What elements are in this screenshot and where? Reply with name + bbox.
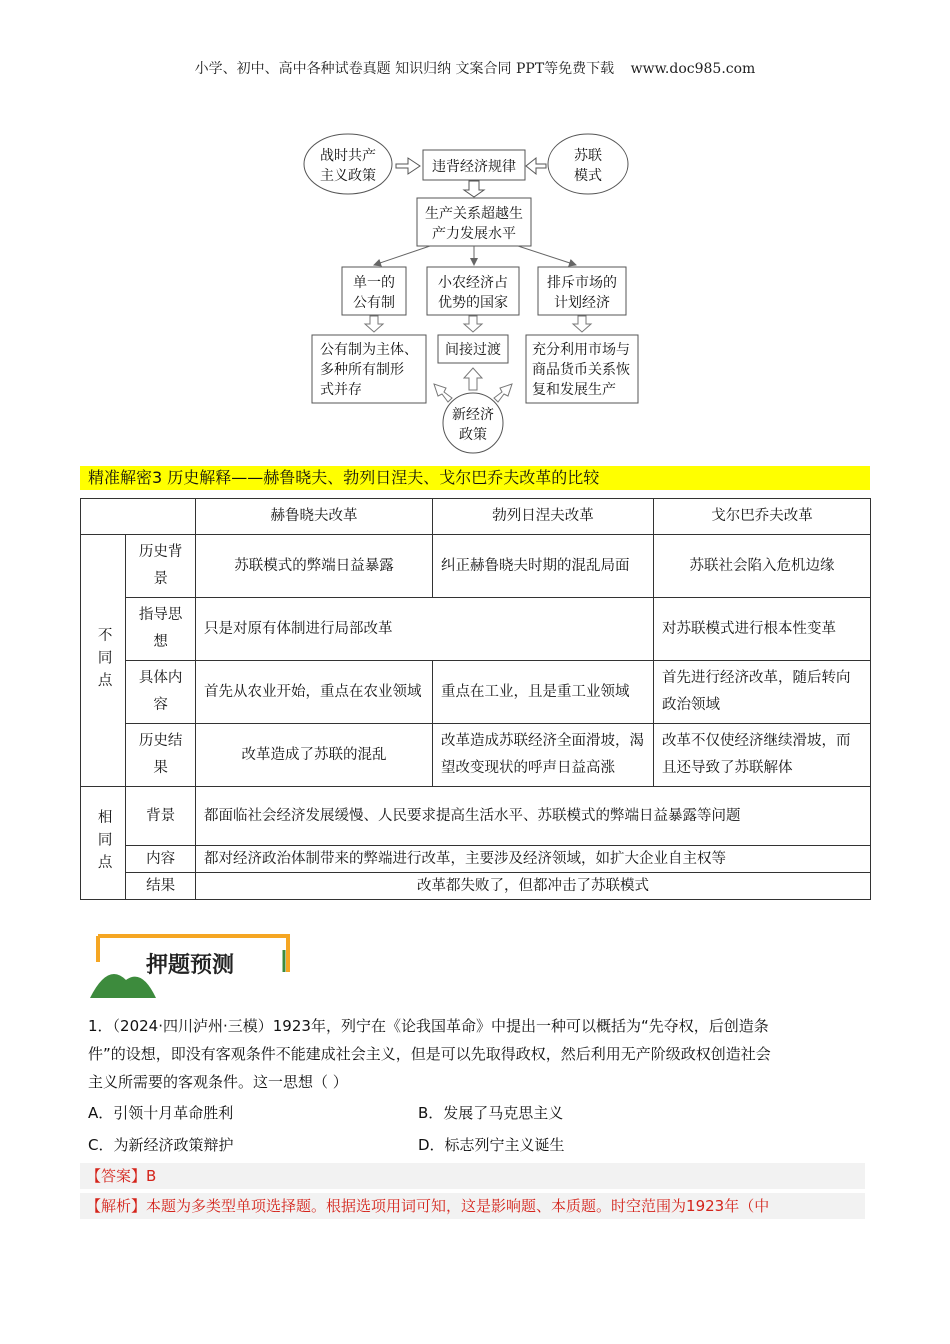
row-label: 指导思想 [126,598,196,661]
row-label: 内容 [126,846,196,873]
row-label: 历史结果 [126,724,196,787]
single-public-l2: 公有制 [353,295,395,311]
prediction-banner [90,932,295,998]
public-main-l3: 式并存 [320,382,362,398]
cell: 只是对原有体制进行局部改革 [196,598,654,661]
arrow-up-left-icon [434,384,452,402]
option-b[interactable]: B．发展了马克思主义 [418,1104,564,1122]
public-main-l2: 多种所有制形 [320,362,404,378]
arrow-up-icon [464,368,482,390]
table-row [81,598,871,661]
analysis-row [80,1193,865,1219]
nep-node [443,393,503,453]
war-communism-l1: 战时共产 [320,148,376,164]
header-gorbachev: 戈尔巴乔夫改革 [654,499,871,535]
section-title: 精准解密3 历史解释——赫鲁晓夫、勃列日涅夫、戈尔巴乔夫改革的比较 [80,466,870,490]
group-same: 相同点 [81,787,126,900]
use-market-l1: 充分利用市场与 [532,342,630,358]
answer-row [80,1163,865,1189]
use-market-l2: 商品货币关系恢 [532,362,630,378]
cell: 都面临社会经济发展缓慢、人民要求提高生活水平、苏联模式的弊端日益暴露等问题 [196,787,871,846]
header-url[interactable]: www.doc985.com [630,61,756,77]
cell: 都对经济政治体制带来的弊端进行改革，主要涉及经济领域，如扩大企业自主权等 [196,846,871,873]
table-row [81,499,871,535]
public-main-l1: 公有制为主体、 [320,342,418,358]
nep-l2: 政策 [459,427,487,443]
page-header [0,58,950,78]
question-number: 1． [88,1017,113,1035]
flow-diagram [300,130,650,460]
option-d[interactable]: D．标志列宁主义诞生 [418,1136,565,1154]
option-c[interactable]: C．为新经济政策辩护 [88,1136,234,1154]
row-label: 结果 [126,873,196,900]
nep-l1: 新经济 [452,407,494,423]
cell: 苏联社会陷入危机边缘 [654,535,871,598]
war-communism-node [304,134,392,194]
cell: 首先从农业开始，重点在农业领域 [196,661,433,724]
arrow-down-icon [573,316,591,332]
answer-value: B [146,1167,157,1185]
header-text: 小学、初中、高中各种试卷真题 知识归纳 文案合同 PPT等免费下载 [194,61,615,77]
exclude-market-l1: 排斥市场的 [547,275,617,291]
cell: 纠正赫鲁晓夫时期的混乱局面 [433,535,654,598]
answer-tag: 【答案】 [86,1167,147,1185]
arrow-up-right-icon [494,384,512,402]
question-source: （2024·四川泸州·三模） [112,1017,273,1035]
use-market-l3: 复和发展生产 [532,382,616,398]
small-peasant-l2: 优势的国家 [438,295,508,311]
violate-law-text: 违背经济规律 [432,159,516,175]
arrow-right-icon [396,158,420,174]
single-public-l1: 单一的 [353,275,395,291]
question-text-2: 件”的设想，即没有客观条件不能建成社会主义，但是可以先取得政权，然后利用无产阶级政权创造社会 [88,1045,771,1063]
table-row [81,724,871,787]
table-row [81,535,871,598]
table-row [81,661,871,724]
row-label: 具体内容 [126,661,196,724]
question-text-3: 主义所需要的客观条件。这一思想（ ） [88,1073,348,1091]
exclude-market-l2: 计划经济 [554,295,610,311]
cell: 改革不仅使经济继续滑坡，而且还导致了苏联解体 [654,724,871,787]
arrow-down-icon [464,181,484,197]
header-khrushchev: 赫鲁晓夫改革 [196,499,433,535]
row-label: 背景 [126,787,196,846]
cell: 对苏联模式进行根本性变革 [654,598,871,661]
arrow-down-icon [365,316,383,332]
banner-text: 押题预测 [146,953,235,978]
cell: 改革造成苏联经济全面滑坡，渴望改变现状的呼声日益高涨 [433,724,654,787]
table-row [81,873,871,900]
arrow-down-icon [464,316,482,332]
cell: 改革都失败了，但都冲击了苏联模式 [196,873,871,900]
comparison-table [80,498,871,900]
analysis-text: 本题为多类型单项选择题。根据选项用词可知，这是影响题、本质题。时空范围为1923年（中 [146,1197,770,1215]
group-different: 不同点 [81,535,126,787]
cell: 首先进行经济改革，随后转向政治领域 [654,661,871,724]
soviet-model-node [548,134,628,194]
cell: 重点在工业，且是重工业领域 [433,661,654,724]
soviet-model-l1: 苏联 [574,148,602,164]
question-line1 [88,1012,864,1040]
cell: 改革造成了苏联的混乱 [196,724,433,787]
arrow-left-icon [526,158,546,174]
header-brezhnev: 勃列日涅夫改革 [433,499,654,535]
relations-l1: 生产关系超越生 [425,206,523,222]
indirect-text: 间接过渡 [445,342,501,358]
table-row [81,846,871,873]
relations-l2: 产力发展水平 [432,226,516,242]
analysis-tag: 【解析】 [86,1197,147,1215]
row-label: 历史背景 [126,535,196,598]
war-communism-l2: 主义政策 [320,168,376,184]
option-a[interactable]: A．引领十月革命胜利 [88,1104,234,1122]
question-text-1: 1923年，列宁在《论我国革命》中提出一种可以概括为“先夺权，后创造条 [272,1017,769,1035]
small-peasant-l1: 小农经济占 [438,275,508,291]
table-corner [81,499,196,535]
soviet-model-l2: 模式 [574,168,602,184]
cell: 苏联模式的弊端日益暴露 [196,535,433,598]
table-row [81,787,871,846]
